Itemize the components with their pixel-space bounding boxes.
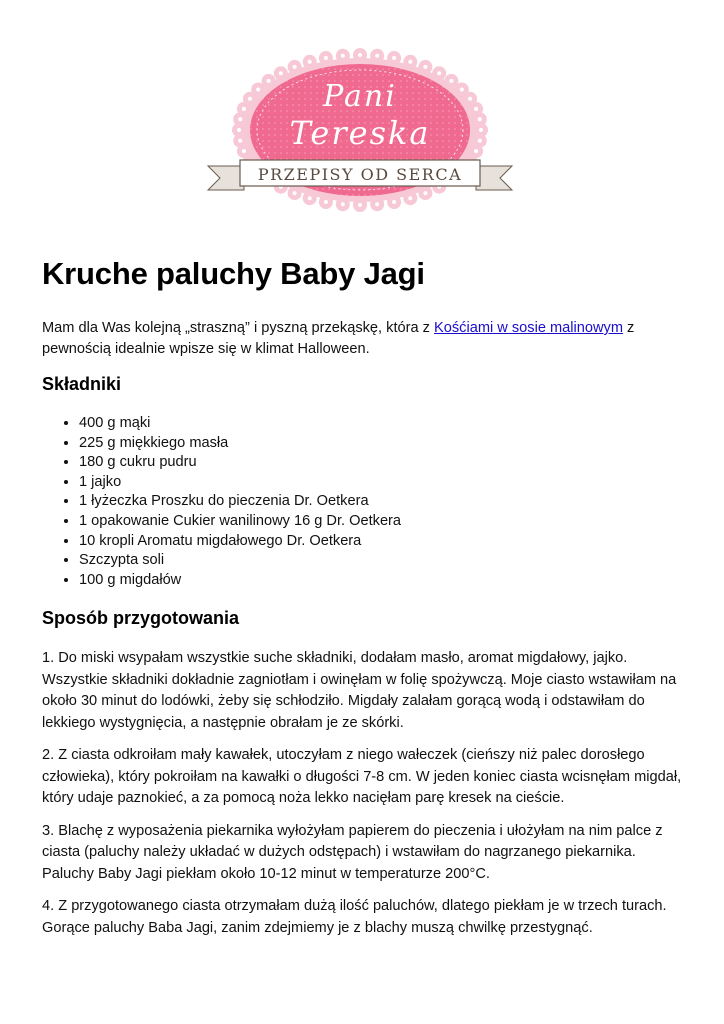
lace-hole — [437, 71, 441, 75]
list-item: • 225 g miękkiego masła — [79, 434, 401, 454]
step-paragraph: 3. Blachę z wyposażenia piekarnika wyłożyłam papierem do pieczenia i ułożyłam na nim palce z ciasta (paluchy należy układać w dużych odstępach) i wstawiłam do nagrzanego piekarnika. Paluchy Baby Jagi piekłam około 10-12 minut w temperaturze 200°C. — [42, 822, 663, 882]
lace-hole — [392, 200, 396, 204]
method-steps — [42, 648, 684, 950]
logo-ribbon-text: PRZEPISY OD SERCA — [257, 165, 463, 184]
lace-hole — [408, 196, 412, 200]
logo-line1: Pani — [323, 79, 397, 114]
lace-hole — [474, 149, 478, 153]
lace-hole — [308, 60, 312, 64]
lace-hole — [324, 200, 328, 204]
list-item: • 10 kropli Aromatu migdałowego Dr. Oetkera — [79, 532, 401, 552]
intro-text-before: Mam dla Was kolejną „straszną” i pyszną przekąskę, która z — [42, 320, 435, 336]
lace-hole — [423, 65, 427, 69]
lace-hole — [324, 56, 328, 60]
lace-hole — [423, 191, 427, 195]
lace-hole — [248, 97, 252, 101]
lace-hole — [242, 149, 246, 153]
lace-hole — [238, 139, 242, 143]
list-item: • 1 opakowanie Cukier wanilinowy 16 g Dr. Oetkera — [79, 512, 401, 532]
lace-hole — [341, 202, 345, 206]
lace-hole — [358, 203, 362, 207]
lace-hole — [256, 88, 260, 92]
lace-hole — [293, 191, 297, 195]
lace-hole — [279, 71, 283, 75]
recipe-title: Kruche paluchy Baby Jagi — [42, 256, 425, 291]
lace-hole — [449, 79, 453, 83]
list-item: • 1 łyżeczka Proszku do pieczenia Dr. Oetkera — [79, 492, 401, 512]
bones-recipe-link[interactable]: Kośćiami w sosie malinowym — [434, 320, 623, 336]
step-paragraph: 2. Z ciasta odkroiłam mały kawałek, utoczyłam z niego wałeczek (cieńszy niż palec dorosłego człowieka), który pokroiłam na kawałki o długości 7-8 cm. W jeden koniec ciasta wcisnęłam migdał, który udaje paznokieć, a za pomocą noża lekko nacięłam parę kresek na cieście. — [42, 747, 682, 806]
lace-hole — [468, 97, 472, 101]
pani-tereska-logo — [200, 48, 520, 218]
step-paragraph: 4. Z przygotowanego ciasta otrzymałam dużą ilość paluchów, dlatego piekłam je w trzech turach. Gorące paluchy Baba Jagi, zanim zdejmiemy je z blachy muszą chwilkę przestygnąć. — [42, 898, 667, 936]
list-item: • 100 g migdałów — [79, 571, 401, 591]
lace-hole — [341, 54, 345, 58]
lace-hole — [238, 117, 242, 121]
lace-hole — [478, 139, 482, 143]
lace-hole — [267, 79, 271, 83]
lace-hole — [237, 128, 241, 132]
lace-hole — [474, 107, 478, 111]
lace-hole — [375, 202, 379, 206]
logo-line2: Tereska — [289, 114, 431, 152]
lace-hole — [375, 54, 379, 58]
lace-hole — [308, 196, 312, 200]
list-item: • 400 g mąki — [79, 414, 401, 434]
step-paragraph: 1. Do miski wsypałam wszystkie suche składniki, dodałam masło, aromat migdałowy, jajko. Wszystkie składniki dokładnie zagniotłam i owinęłam w folię spożywczą. Moje ciasto wstawiłam na około 30 minut do lodówki, żeby się schłodziło. Migdały zalałam gorącą wodą i odstawiłam do lekkiego wystygnięcia, a następnie obrałam je ze skórki. — [42, 650, 677, 731]
lace-hole — [293, 65, 297, 69]
lace-hole — [358, 53, 362, 57]
lace-hole — [392, 56, 396, 60]
lace-hole — [408, 60, 412, 64]
list-item: • 180 g cukru pudru — [79, 453, 401, 473]
lace-hole — [242, 107, 246, 111]
list-item: • 1 jajko — [79, 473, 401, 493]
list-item: • Szczypta soli — [79, 551, 401, 571]
ingredients-list — [42, 414, 401, 590]
intro-paragraph — [42, 318, 684, 360]
ingredients-heading: Składniki — [42, 374, 122, 394]
lace-hole — [460, 88, 464, 92]
lace-hole — [478, 117, 482, 121]
intro-text-after: z pewnością idealnie wpisze się w klimat Halloween. — [42, 320, 635, 357]
lace-hole — [479, 128, 483, 132]
method-heading: Sposób przygotowania — [42, 608, 240, 628]
